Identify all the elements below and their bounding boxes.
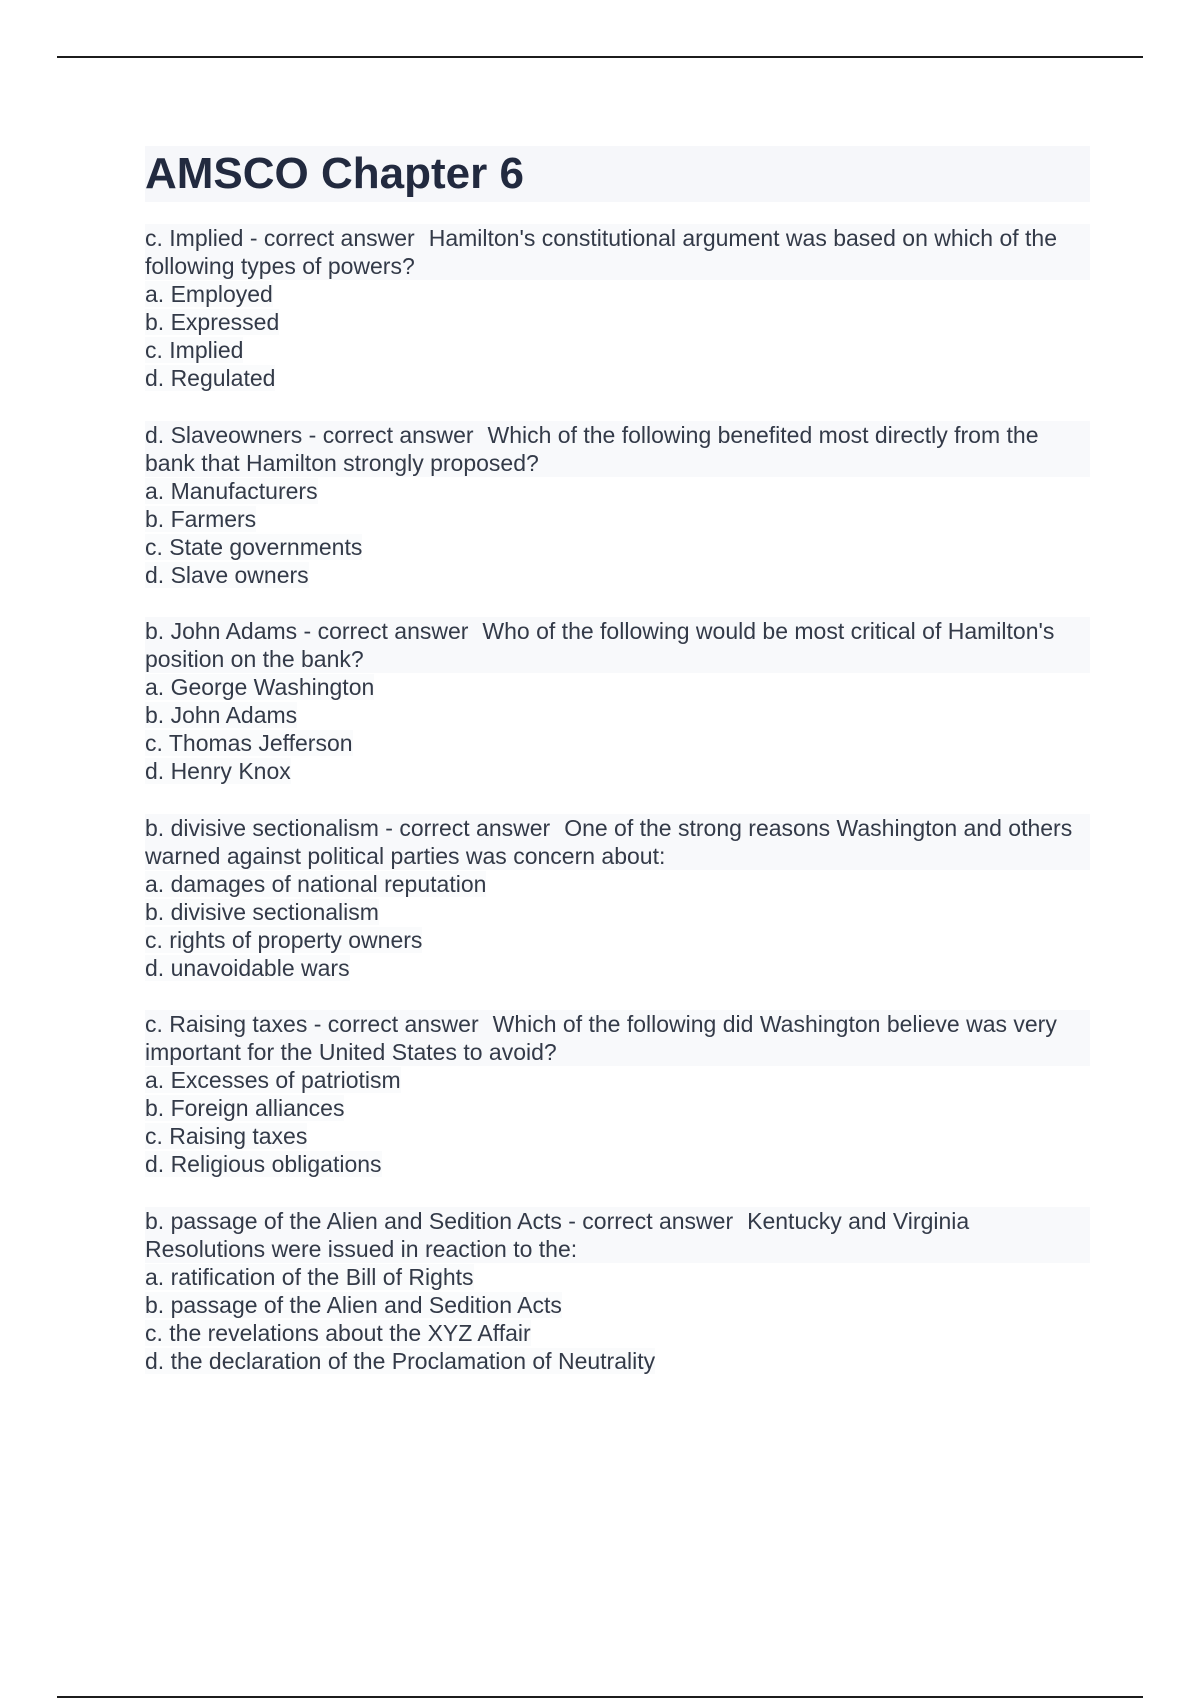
answer-text: d. Slaveowners - correct answer <box>145 421 474 448</box>
option-item: c. the revelations about the XYZ Affair <box>145 1319 531 1346</box>
option-item: a. George Washington <box>145 674 375 700</box>
option-item: d. unavoidable wars <box>145 954 350 981</box>
option-item: a. ratification of the Bill of Rights <box>145 1263 474 1290</box>
option-item: c. State governments <box>145 533 363 560</box>
question-line <box>145 421 1090 477</box>
question-text: Kentucky and Virginia Resolutions were issued in reaction to the: <box>145 1207 970 1262</box>
question-line <box>145 617 1090 673</box>
option-item: d. Regulated <box>145 365 276 391</box>
qa-block <box>145 1207 1090 1375</box>
qa-block <box>145 224 1090 392</box>
qa-block <box>145 617 1090 785</box>
answer-text: b. passage of the Alien and Sedition Acts - correct answer <box>145 1207 734 1234</box>
question-text: Hamilton's constitutional argument was based on which of the following types of powers? <box>145 225 1057 279</box>
option-item: b. passage of the Alien and Sedition Acts <box>145 1291 562 1318</box>
option-item: a. Employed <box>145 281 273 307</box>
document-body <box>145 146 1090 1403</box>
option-item: c. Implied <box>145 337 244 363</box>
top-rule <box>57 56 1143 58</box>
question-line <box>145 1207 1090 1263</box>
question-text: Which of the following benefited most directly from the bank that Hamilton strongly proposed? <box>145 421 1039 476</box>
question-line <box>145 814 1090 870</box>
options-list <box>145 477 1090 589</box>
options-list <box>145 673 1090 785</box>
qa-block <box>145 814 1090 982</box>
option-item: c. Raising taxes <box>145 1123 308 1149</box>
option-item: c. rights of property owners <box>145 926 423 953</box>
qa-block <box>145 421 1090 589</box>
question-line <box>145 1010 1090 1066</box>
bottom-rule <box>57 1696 1143 1698</box>
question-text: One of the strong reasons Washington and others warned against political parties was concern about: <box>145 814 1073 869</box>
options-list <box>145 280 1090 392</box>
answer-text: b. divisive sectionalism - correct answer <box>145 814 551 841</box>
options-list <box>145 1066 1090 1178</box>
options-list <box>145 1263 1090 1375</box>
option-item: b. divisive sectionalism <box>145 898 379 925</box>
answer-text: b. John Adams - correct answer <box>145 618 469 644</box>
option-item: b. Expressed <box>145 309 280 335</box>
page-title: AMSCO Chapter 6 <box>145 149 524 198</box>
qa-block <box>145 1010 1090 1178</box>
answer-text: c. Implied - correct answer <box>145 225 415 251</box>
option-item: a. Manufacturers <box>145 477 318 504</box>
option-item: a. Excesses of patriotism <box>145 1067 401 1093</box>
question-line <box>145 224 1090 280</box>
option-item: b. Farmers <box>145 505 257 532</box>
question-text: Which of the following did Washington believe was very important for the United States to avoid? <box>145 1011 1057 1065</box>
option-item: b. John Adams <box>145 702 298 728</box>
answer-text: c. Raising taxes - correct answer <box>145 1011 479 1037</box>
option-item: d. Religious obligations <box>145 1151 382 1177</box>
option-item: b. Foreign alliances <box>145 1095 345 1121</box>
option-item: d. the declaration of the Proclamation of Neutrality <box>145 1347 656 1374</box>
question-text: Who of the following would be most critical of Hamilton's position on the bank? <box>145 618 1055 672</box>
option-item: a. damages of national reputation <box>145 870 487 897</box>
options-list <box>145 870 1090 982</box>
option-item: c. Thomas Jefferson <box>145 730 353 756</box>
option-item: d. Henry Knox <box>145 758 291 784</box>
option-item: d. Slave owners <box>145 561 309 588</box>
title-band <box>145 146 1090 202</box>
